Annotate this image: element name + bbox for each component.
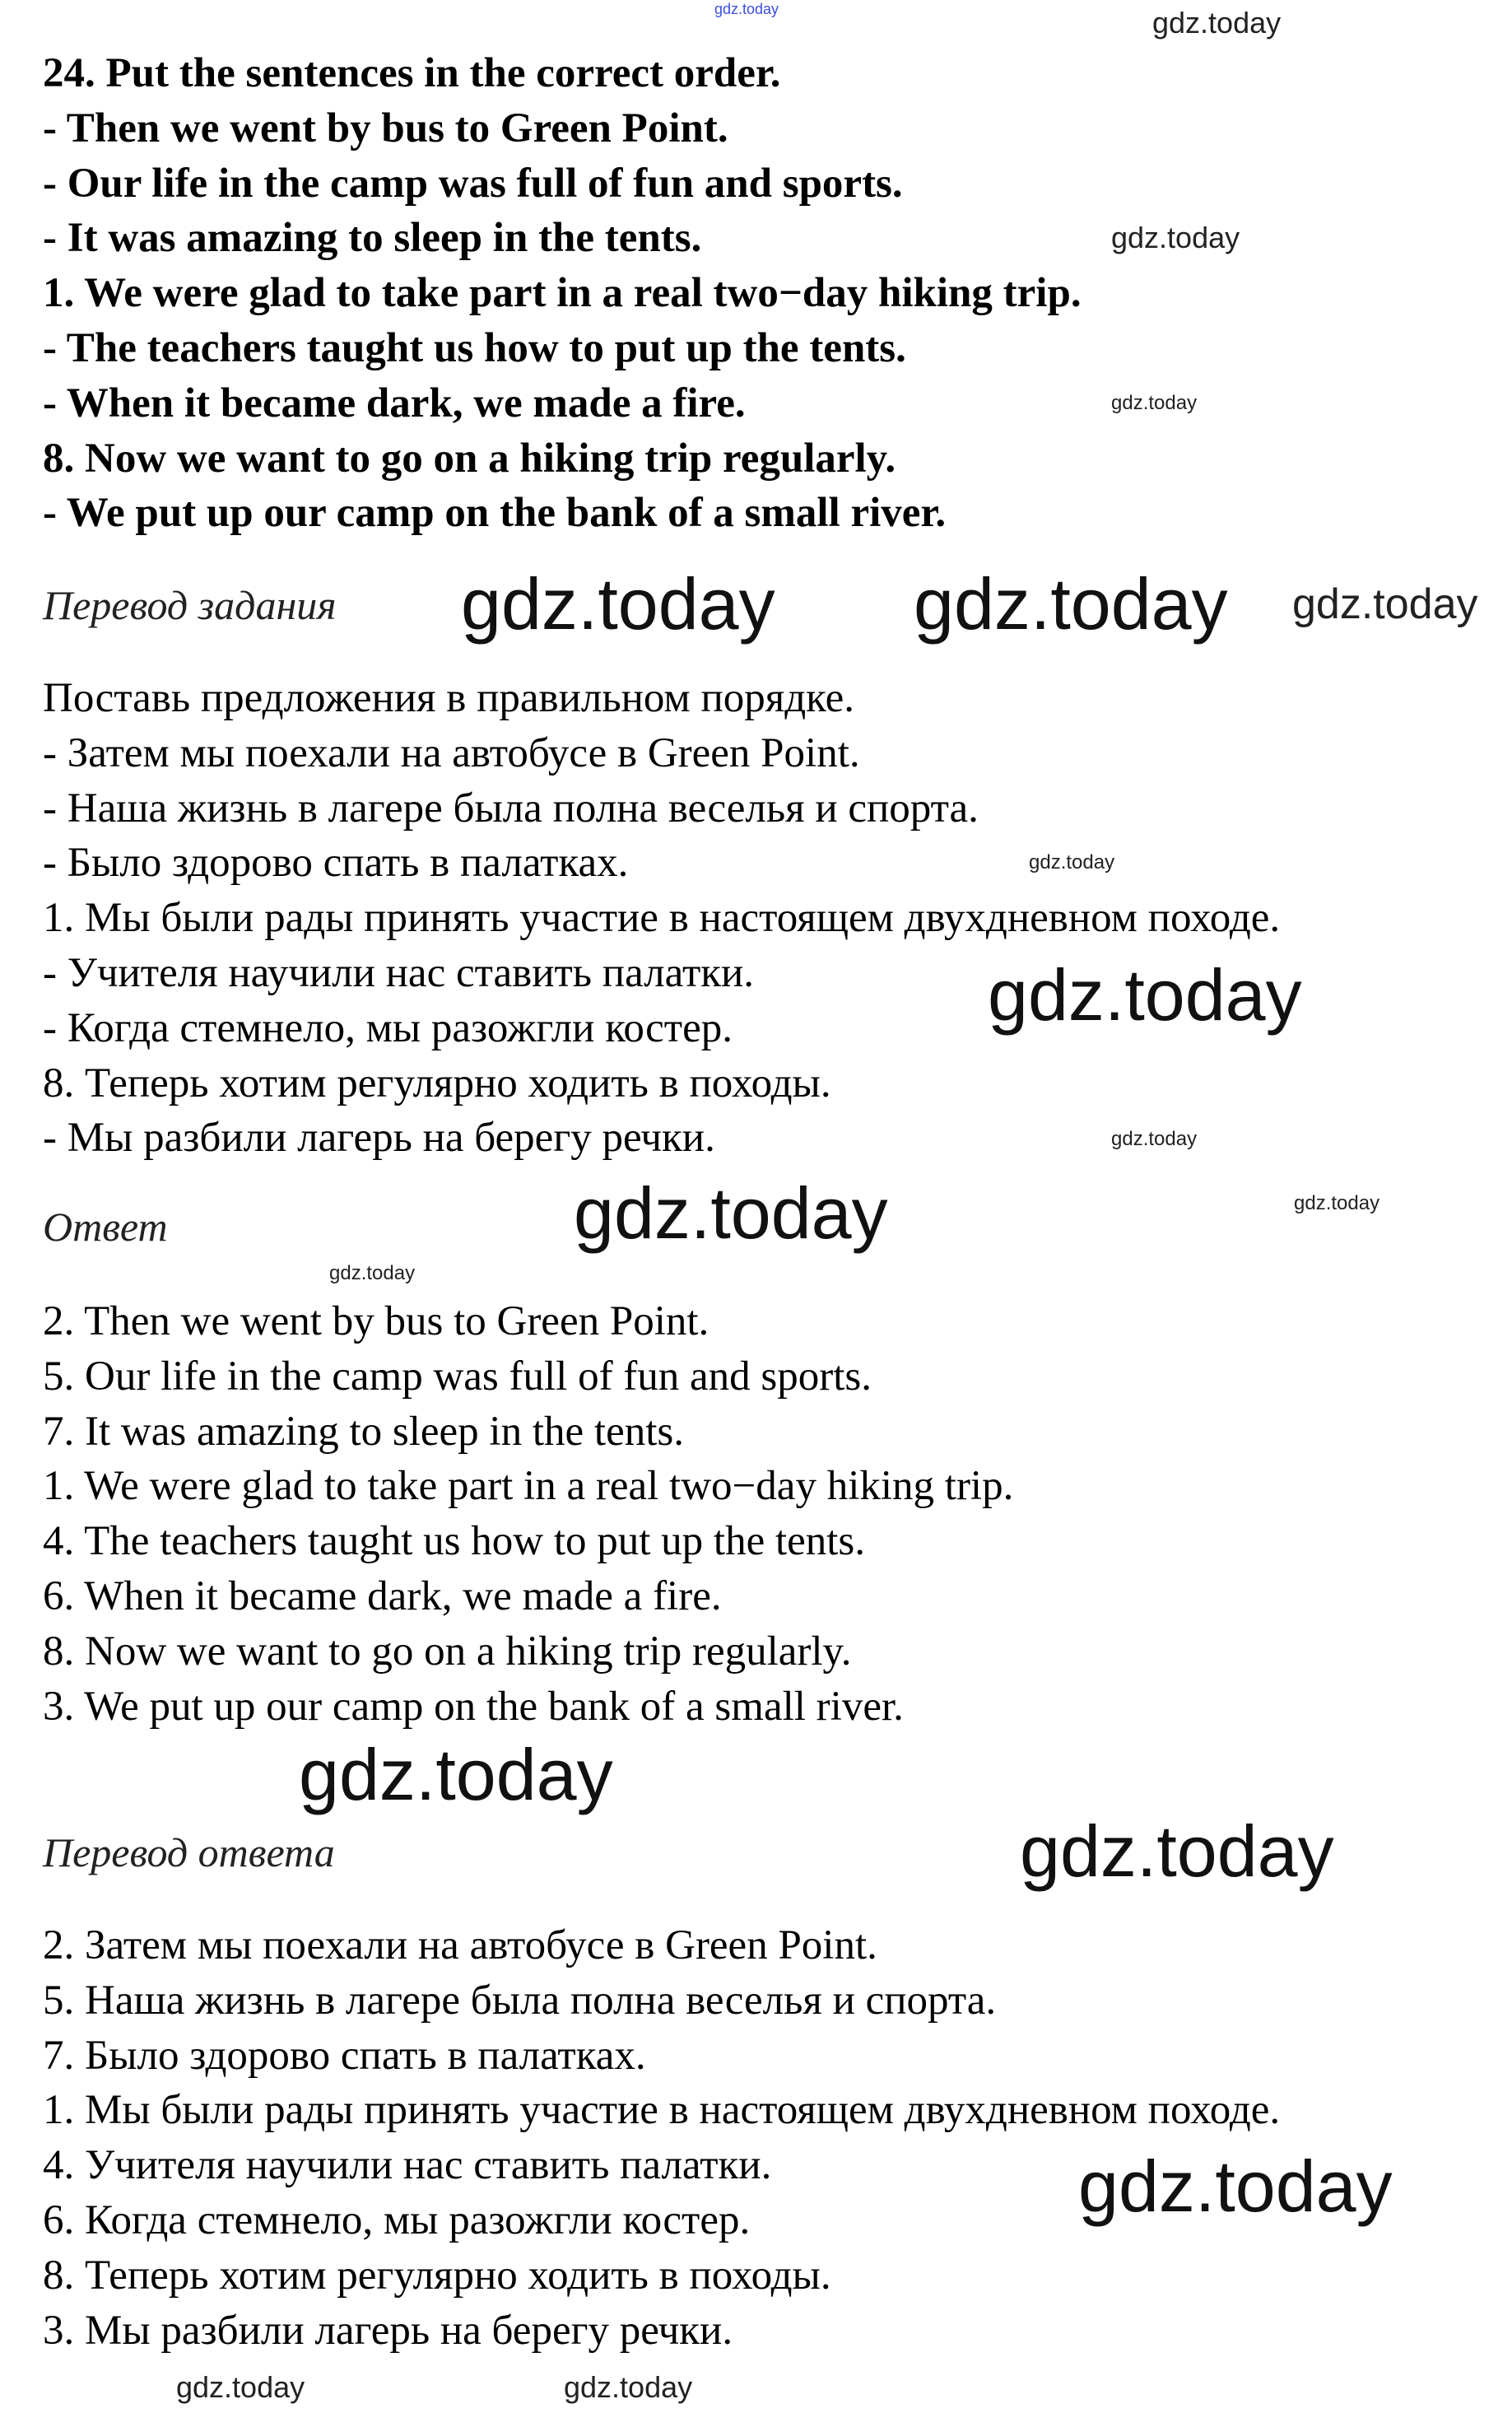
answer-line: 7. It was amazing to sleep in the tents.: [43, 1408, 684, 1455]
watermark: gdz.today: [1111, 1128, 1198, 1150]
watermark: gdz.today: [1111, 392, 1198, 414]
answer-line: 4. The teachers taught us how to put up the tents.: [43, 1518, 866, 1565]
watermark: gdz.today: [1292, 580, 1478, 628]
translation-line: - Когда стемнело, мы разожгли костер.: [43, 1004, 733, 1051]
watermark: gdz.today: [574, 1172, 888, 1254]
watermark: gdz.today: [1029, 851, 1115, 873]
task-line: - It was amazing to sleep in the tents.: [43, 215, 702, 262]
watermark: gdz.today: [1294, 1192, 1380, 1214]
task-translation-block: [43, 671, 1280, 1166]
answer-translation-line: 2. Затем мы поехали на автобусе в Green Point.: [43, 1922, 877, 1968]
answer-line: 3. We put up our camp on the bank of a small river.: [43, 1683, 904, 1730]
answer-heading: Ответ: [43, 1204, 168, 1250]
task-translation-heading: Перевод задания: [43, 582, 337, 628]
answer-translation-heading: Перевод ответа: [43, 1829, 335, 1875]
answer-line: 5. Our life in the camp was full of fun and sports.: [43, 1353, 872, 1400]
watermark: gdz.today: [1152, 6, 1282, 40]
task-line: - Then we went by bus to Green Point.: [43, 105, 728, 151]
watermark: gdz.today: [564, 2370, 693, 2404]
watermark: gdz.today: [914, 563, 1228, 645]
answer-translation-line: 5. Наша жизнь в лагере была полна веселья и спорта.: [43, 1977, 997, 2024]
watermark: gdz.today: [176, 2370, 305, 2404]
translation-line: - Было здорово спать в палатках.: [43, 840, 629, 887]
watermark: gdz.today: [1020, 1810, 1334, 1892]
watermark: gdz.today: [1078, 2145, 1393, 2227]
answer-block: [43, 1294, 1013, 1734]
answer-translation-line: 4. Учителя научили нас ставить палатки.: [43, 2142, 772, 2189]
translation-line: 1. Мы были рады принять участие в настоящем двухдневном походе.: [43, 895, 1281, 942]
watermark: gdz.today: [988, 954, 1302, 1036]
answer-translation-line: 8. Теперь хотим регулярно ходить в походы.: [43, 2252, 831, 2299]
translation-line: - Затем мы поехали на автобусе в Green Point.: [43, 729, 860, 776]
task-line: 1. We were glad to take part in a real two−day hiking trip.: [43, 270, 1082, 317]
watermark: gdz.today: [329, 1262, 416, 1284]
answer-translation-line: 7. Было здорово спать в палатках.: [43, 2032, 646, 2079]
answer-translation-line: 1. Мы были рады принять участие в настоящем двухдневном походе.: [43, 2087, 1281, 2134]
watermark: gdz.today: [714, 1, 779, 17]
answer-line: 6. When it became dark, we made a fire.: [43, 1572, 722, 1619]
watermark: gdz.today: [299, 1734, 613, 1815]
translation-line: - Мы разбили лагерь на берегу речки.: [43, 1115, 715, 1162]
translation-line: - Наша жизнь в лагере была полна веселья и спорта.: [43, 785, 979, 832]
answer-translation-block: [43, 1918, 1280, 2358]
answer-line: 1. We were glad to take part in a real two−day hiking trip.: [43, 1463, 1014, 1510]
task-line: - When it became dark, we made a fire.: [43, 380, 746, 426]
watermark: gdz.today: [461, 563, 775, 645]
answer-line: 8. Now we want to go on a hiking trip regularly.: [43, 1628, 852, 1675]
translation-line: 8. Теперь хотим регулярно ходить в походы.: [43, 1060, 831, 1106]
task-block: [43, 46, 1082, 541]
answer-translation-line: 6. Когда стемнело, мы разожгли костер.: [43, 2196, 751, 2243]
task-title: 24. Put the sentences in the correct order.: [43, 50, 781, 96]
task-line: - We put up our camp on the bank of a small river.: [43, 490, 947, 537]
translation-line: - Учителя научили нас ставить палатки.: [43, 949, 755, 996]
translation-line: Поставь предложения в правильном порядке.: [43, 675, 855, 721]
answer-translation-line: 3. Мы разбили лагерь на берегу речки.: [43, 2307, 733, 2354]
watermark: gdz.today: [1111, 221, 1240, 254]
task-line: - Our life in the camp was full of fun and sports.: [43, 160, 903, 207]
task-line: 8. Now we want to go on a hiking trip regularly.: [43, 435, 896, 482]
task-line: - The teachers taught us how to put up the tents.: [43, 324, 906, 371]
answer-line: 2. Then we went by bus to Green Point.: [43, 1298, 709, 1344]
